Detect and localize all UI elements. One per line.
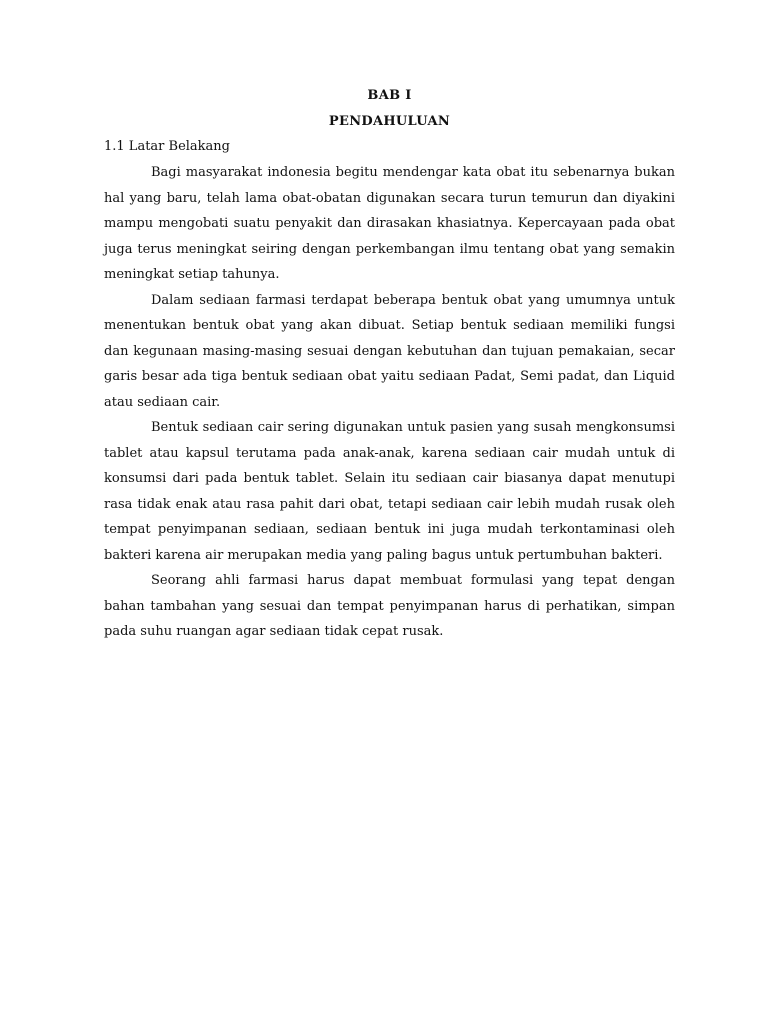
chapter-heading: BAB I: [367, 88, 412, 103]
paragraph: Bagi masyarakat indonesia begitu mendengar kata obat itu sebenarnya bukan hal yang baru, telah lama obat-obatan digunakan secara turun temurun dan diyakini mampu mengobati suatu penyakit dan dirasakan khasiatnya. Kepercayaan pada obat juga terus meningkat seiring dengan perkembangan ilmu tentang obat yang semakin meningkat setiap tahunya.: [104, 165, 675, 282]
paragraph: Bentuk sediaan cair sering digunakan untuk pasien yang susah mengkonsumsi tablet atau kapsul terutama pada anak-anak, karena sediaan cair mudah untuk di konsumsi dari pada bentuk tablet. Selain itu sediaan cair biasanya dapat menutupi rasa tidak enak atau rasa pahit dari obat, tetapi sediaan cair lebih mudah rusak oleh tempat penyimpanan sediaan, sediaan bentuk ini juga mudah terkontaminasi oleh bakteri karena air merupakan media yang paling bagus untuk pertumbuhan bakteri.: [104, 420, 675, 563]
chapter-title: PENDAHULUAN: [328, 114, 451, 129]
document-body: [104, 84, 675, 645]
paragraph: Seorang ahli farmasi harus dapat membuat formulasi yang tepat dengan bahan tambahan yang sesuai dan tempat penyimpanan harus di perhatikan, simpan pada suhu ruangan agar sediaan tidak cepat rusak.: [104, 573, 675, 639]
paragraph: Dalam sediaan farmasi terdapat beberapa bentuk obat yang umumnya untuk menentukan bentuk obat yang akan dibuat. Setiap bentuk sediaan memiliki fungsi dan kegunaan masing-masing sesuai dengan kebutuhan dan tujuan pemakaian, secar garis besar ada tiga bentuk sediaan obat yaitu sediaan Padat, Semi padat, dan Liquid atau sediaan cair.: [104, 292, 675, 410]
section-title: 1.1 Latar Belakang: [104, 139, 230, 154]
